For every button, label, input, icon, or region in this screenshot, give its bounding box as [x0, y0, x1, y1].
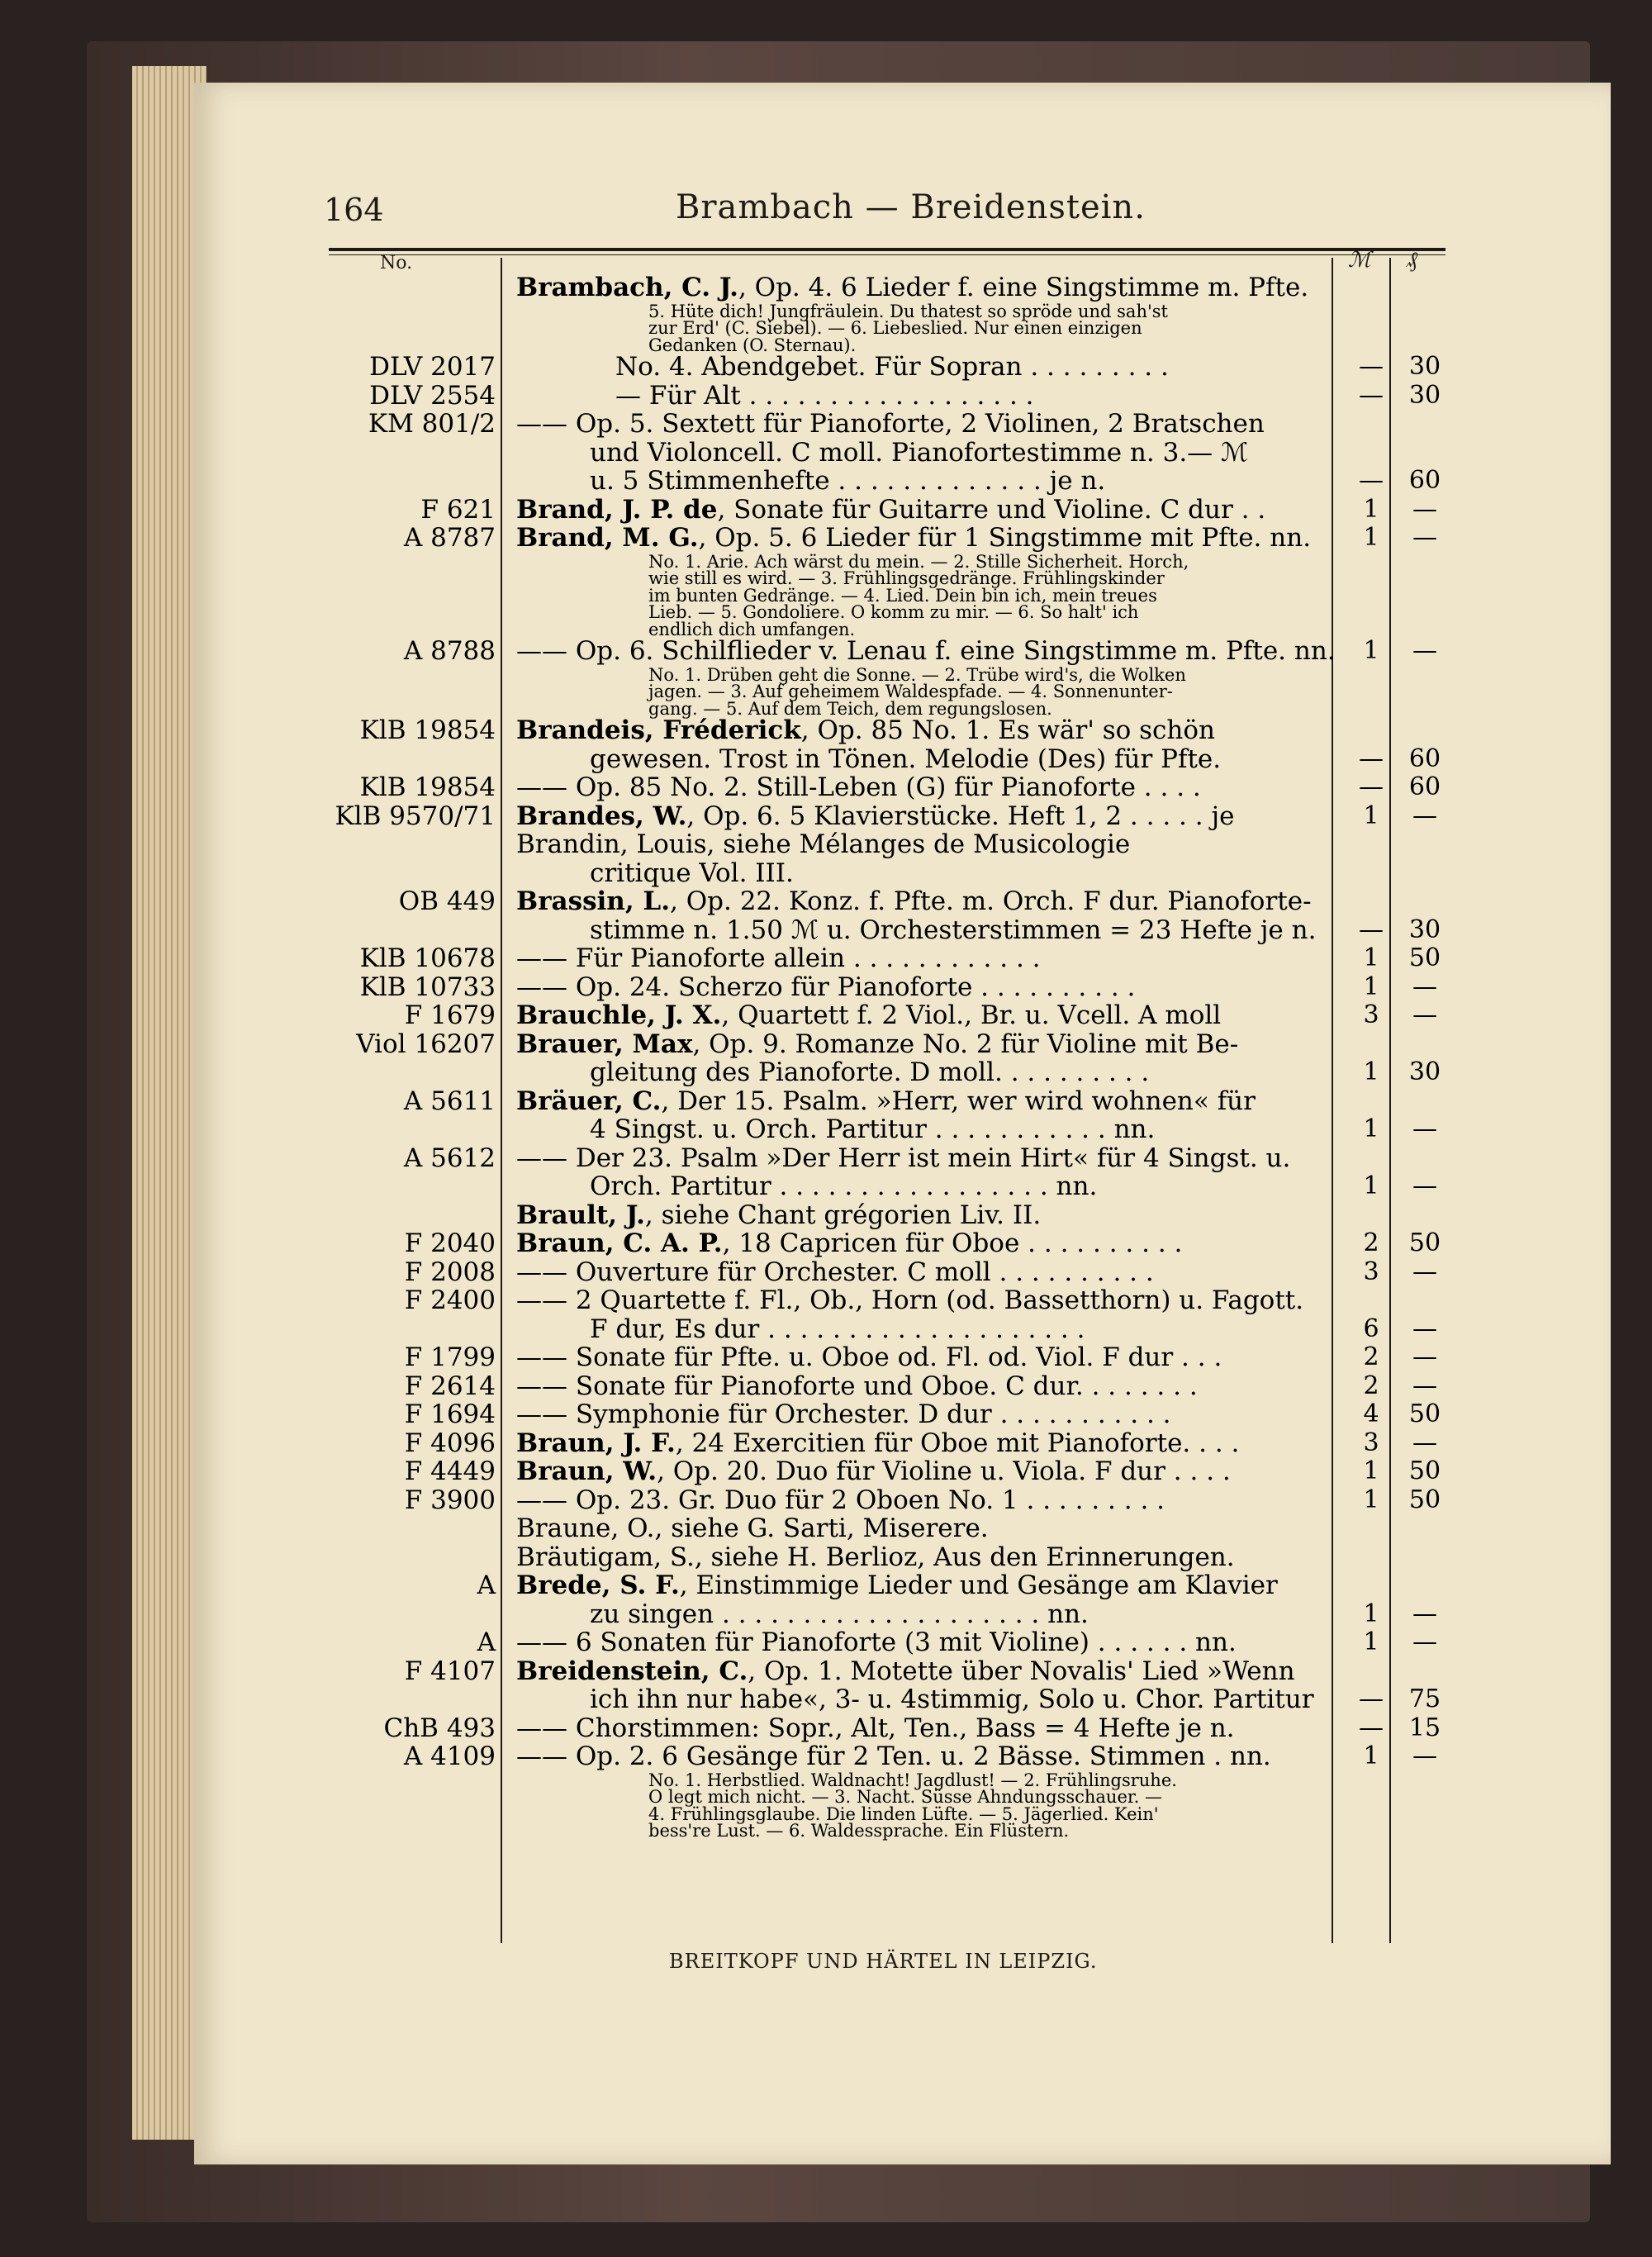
catalog-row [0, 381, 1652, 409]
catalog-number: OB 449 [398, 886, 496, 916]
entry-text: —— Sonate für Pfte. u. Oboe od. Fl. od. Viol. F dur . . . [516, 1342, 1222, 1372]
price-mark: 1 [1363, 523, 1379, 552]
price-pfennig: 30 [1408, 352, 1441, 381]
entry-text: No. 1. Herbstlied. Waldnacht! Jagdlust! — 2. Frühlingsruhe. [648, 1770, 1177, 1790]
catalog-number: ChB 493 [383, 1713, 496, 1743]
catalog-number: F 2614 [404, 1371, 496, 1401]
running-title: Brambach — Breidenstein. [676, 188, 1146, 226]
entry-text: O legt mich nicht. — 3. Nacht. Süsse Ahndungsschauer. — [648, 1787, 1162, 1807]
catalog-number: F 3900 [404, 1485, 496, 1515]
entry-text: gewesen. Trost in Tönen. Melodie (Des) für Pfte. [590, 744, 1222, 774]
catalog-number: F 1799 [404, 1342, 496, 1372]
price-pfennig: 50 [1408, 1456, 1441, 1485]
entry-text: 4 Singst. u. Orch. Partitur . . . . . . . . . . . nn. [590, 1114, 1156, 1144]
catalog-row [0, 1228, 1652, 1257]
catalog-row [0, 1821, 1652, 1849]
price-mark: — [1359, 915, 1384, 944]
price-pfennig: — [1412, 1371, 1437, 1400]
catalog-number: A 8788 [403, 636, 496, 666]
entry-text: Brandin, Louis, siehe Mélanges de Musicologie [516, 829, 1131, 859]
catalog-number: A 4109 [403, 1741, 496, 1771]
entry-text: Braun, C. A. P., 18 Capricen für Oboe . . . . . . . . . . [516, 1228, 1183, 1258]
catalog-number: DLV 2017 [369, 352, 496, 382]
catalog-row [0, 1599, 1652, 1627]
price-mark: 1 [1363, 1741, 1379, 1770]
entry-text: Orch. Partitur . . . . . . . . . . . . . . . . . nn. [590, 1171, 1098, 1201]
entry-text: —— 2 Quartette f. Fl., Ob., Horn (od. Bassetthorn) u. Fagott. [516, 1285, 1304, 1315]
entry-text: —— Symphonie für Orchester. D dur . . . . . . . . . . . [516, 1399, 1171, 1429]
price-mark: 3 [1363, 1428, 1379, 1457]
catalog-row [0, 858, 1652, 886]
entry-text: —— Op. 24. Scherzo für Pianoforte . . . . . . . . . . [516, 972, 1136, 1002]
price-mark: 1 [1363, 1057, 1379, 1086]
catalog-row [0, 829, 1652, 858]
catalog-row [0, 1456, 1652, 1485]
catalog-row [0, 744, 1652, 772]
entry-text: zur Erd' (C. Siebel). — 6. Liebeslied. Nur einen einzigen [648, 318, 1142, 338]
entry-text: Brandeis, Fréderick, Op. 85 No. 1. Es wär' so schön [516, 715, 1216, 745]
catalog-number: KlB 9570/71 [335, 801, 496, 831]
entry-text: —— Für Pianoforte allein . . . . . . . . . . . . [516, 943, 1041, 973]
catalog-number: A 5611 [403, 1086, 496, 1116]
price-mark: 1 [1363, 972, 1379, 1001]
catalog-row [0, 715, 1652, 744]
entry-text: Brambach, C. J., Op. 4. 6 Lieder f. eine Singstimme m. Pfte. [516, 273, 1309, 302]
catalog-row [0, 801, 1652, 829]
catalog-number: KlB 10678 [359, 943, 496, 973]
price-mark: 3 [1363, 1257, 1379, 1286]
price-pfennig: — [1412, 1428, 1437, 1457]
price-mark: 4 [1363, 1399, 1379, 1428]
entry-text: Brand, J. P. de, Sonate für Guitarre und Violine. C dur . . [516, 494, 1266, 525]
price-pfennig: — [1412, 1171, 1437, 1200]
price-mark: 2 [1363, 1371, 1379, 1400]
price-mark: 1 [1363, 801, 1379, 830]
entry-text: —— Der 23. Psalm »Der Herr ist mein Hirt« für 4 Singst. u. [516, 1143, 1291, 1173]
catalog-number: F 2008 [404, 1257, 496, 1287]
price-pfennig: 60 [1408, 772, 1441, 801]
entry-text: Braune, O., siehe G. Sarti, Miserere. [516, 1513, 989, 1543]
catalog-row [0, 1342, 1652, 1371]
price-pfennig: 30 [1408, 1057, 1441, 1086]
catalog-row [0, 1741, 1652, 1770]
catalog-number: Viol 16207 [356, 1029, 496, 1059]
catalog-row [0, 1570, 1652, 1599]
entry-text: Breidenstein, C., Op. 1. Motette über Novalis' Lied »Wenn [516, 1656, 1295, 1686]
entry-text: No. 1. Drüben geht die Sonne. — 2. Trübe wird's, die Wolken [648, 664, 1186, 685]
entry-text: gang. — 5. Auf dem Teich, dem regungslosen. [648, 698, 1052, 719]
price-mark: 1 [1363, 1456, 1379, 1485]
catalog-row [0, 273, 1652, 301]
price-pfennig: — [1412, 1741, 1437, 1770]
entry-text: jagen. — 3. Auf geheimem Waldespfade. — 4. Sonnenunter- [648, 682, 1173, 701]
catalog-number: F 1694 [404, 1399, 496, 1429]
catalog-row [0, 1029, 1652, 1057]
price-pfennig: — [1412, 1114, 1437, 1143]
catalog-number: A [477, 1570, 496, 1600]
catalog-number: F 621 [420, 494, 496, 525]
price-pfennig: 60 [1408, 466, 1441, 495]
price-pfennig: 50 [1408, 943, 1441, 972]
catalog-row [0, 915, 1652, 943]
entry-text: Brand, M. G., Op. 5. 6 Lieder für 1 Singstimme mit Pfte. nn. [516, 523, 1312, 553]
price-pfennig: — [1412, 494, 1437, 524]
catalog-number: DLV 2554 [369, 380, 496, 411]
catalog-number: KlB 19854 [359, 715, 496, 745]
price-mark: — [1359, 772, 1384, 801]
catalog-row [0, 1542, 1652, 1570]
column-header-pfennig: ₰ [1407, 248, 1417, 273]
catalog-row [0, 972, 1652, 1000]
catalog-number: F 2400 [404, 1285, 496, 1315]
catalog-row [0, 1371, 1652, 1399]
price-pfennig: 75 [1408, 1684, 1441, 1713]
header-rule-thick [329, 248, 1446, 251]
catalog-number: KlB 19854 [359, 772, 496, 802]
price-pfennig: 30 [1408, 380, 1441, 410]
entry-text: bess're Lust. — 6. Waldessprache. Ein Flüstern. [648, 1821, 1070, 1841]
price-mark: — [1359, 466, 1384, 495]
price-mark: 1 [1363, 1599, 1379, 1628]
catalog-row [0, 1656, 1652, 1684]
price-mark: 1 [1363, 1485, 1379, 1514]
catalog-row [0, 466, 1652, 494]
entry-text: ich ihn nur habe«, 3- u. 4stimmig, Solo u. Chor. Partitur [590, 1684, 1314, 1714]
entry-text: —— 6 Sonaten für Pianoforte (3 mit Violine) . . . . . . nn. [516, 1627, 1237, 1657]
entry-text: stimme n. 1.50 ℳ u. Orchesterstimmen = 23 Hefte je n. [590, 915, 1317, 945]
catalog-row [0, 1200, 1652, 1228]
catalog-row [0, 1285, 1652, 1314]
price-pfennig: — [1412, 1257, 1437, 1286]
column-header-mark: ℳ [1348, 248, 1371, 273]
entry-text: No. 4. Abendgebet. Für Sopran . . . . . . . . . [615, 352, 1169, 382]
price-pfennig: 50 [1408, 1485, 1441, 1514]
price-pfennig: — [1412, 1314, 1437, 1343]
price-mark: — [1359, 1684, 1384, 1713]
entry-text: — Für Alt . . . . . . . . . . . . . . . . . . [615, 380, 1034, 411]
price-mark: 1 [1363, 943, 1379, 972]
catalog-row [0, 886, 1652, 915]
price-pfennig: — [1412, 636, 1437, 665]
catalog-number: F 2040 [404, 1228, 496, 1258]
entry-text: und Violoncell. C moll. Pianofortestimme n. 3.— ℳ [590, 437, 1249, 468]
page-number: 164 [324, 192, 384, 228]
entry-text: —— Op. 23. Gr. Duo für 2 Oboen No. 1 . . . . . . . . . [516, 1485, 1165, 1515]
price-mark: 2 [1363, 1342, 1379, 1371]
entry-text: 4. Frühlingsglaube. Die linden Lüfte. — 5. Jägerlied. Kein' [648, 1803, 1159, 1824]
catalog-row [0, 636, 1652, 664]
price-mark: 1 [1363, 1627, 1379, 1656]
price-mark: 1 [1363, 636, 1379, 665]
entry-text: —— Op. 85 No. 2. Still-Leben (G) für Pianoforte . . . . [516, 772, 1201, 802]
price-mark: — [1359, 352, 1384, 381]
price-mark: — [1359, 744, 1384, 773]
price-mark: 3 [1363, 1000, 1379, 1029]
entry-text: —— Op. 5. Sextett für Pianoforte, 2 Violinen, 2 Bratschen [516, 409, 1265, 439]
price-pfennig: — [1412, 523, 1437, 552]
catalog-row [0, 1086, 1652, 1114]
catalog-row [0, 1314, 1652, 1342]
catalog-number: F 4096 [404, 1428, 496, 1458]
price-mark: — [1359, 1713, 1384, 1742]
catalog-row [0, 409, 1652, 437]
price-mark: 1 [1363, 1114, 1379, 1143]
entry-text: Bräutigam, S., siehe H. Berlioz, Aus den Erinnerungen. [516, 1542, 1235, 1572]
entry-text: wie still es wird. — 3. Frühlingsgedränge. Frühlingskinder [648, 568, 1165, 588]
catalog-number: A 8787 [403, 523, 496, 553]
catalog-row [0, 1114, 1652, 1143]
catalog-row [0, 1257, 1652, 1285]
catalog-row [0, 1399, 1652, 1428]
catalog-row [0, 352, 1652, 380]
catalog-row [0, 1684, 1652, 1713]
entry-text: Brede, S. F., Einstimmige Lieder und Gesänge am Klavier [516, 1570, 1278, 1600]
entry-text: Bräuer, C., Der 15. Psalm. »Herr, wer wird wohnen« für [516, 1086, 1256, 1116]
catalog-row [0, 1057, 1652, 1086]
catalog-row [0, 943, 1652, 972]
price-pfennig: — [1412, 1627, 1437, 1656]
entry-text: —— Chorstimmen: Sopr., Alt, Ten., Bass = 4 Hefte je n. [516, 1713, 1235, 1743]
price-pfennig: — [1412, 1000, 1437, 1029]
price-pfennig: 50 [1408, 1228, 1441, 1257]
catalog-number: KM 801/2 [368, 409, 496, 439]
entry-text: Brassin, L., Op. 22. Konz. f. Pfte. m. Orch. F dur. Pianoforte- [516, 886, 1312, 916]
entry-text: —— Op. 2. 6 Gesänge für 2 Ten. u. 2 Bässe. Stimmen . nn. [516, 1741, 1271, 1771]
price-mark: 1 [1363, 1171, 1379, 1200]
catalog-row [0, 1143, 1652, 1171]
price-mark: — [1359, 380, 1384, 410]
catalog-row [0, 1513, 1652, 1542]
catalog-row [0, 438, 1652, 466]
entry-text: endlich dich umfangen. [648, 619, 856, 639]
catalog-row [0, 1000, 1652, 1029]
entry-text: —— Sonate für Pianoforte und Oboe. C dur. . . . . . . . [516, 1371, 1198, 1401]
entry-text: u. 5 Stimmenhefte . . . . . . . . . . . . . je n. [590, 466, 1106, 496]
catalog-number: F 4449 [404, 1456, 496, 1486]
catalog-row [0, 1713, 1652, 1741]
catalog-row [0, 1428, 1652, 1456]
price-mark: 6 [1363, 1314, 1379, 1343]
entry-text: im bunten Gedränge. — 4. Lied. Dein bin ich, mein treues [648, 585, 1157, 606]
entry-text: 5. Hüte dich! Jungfräulein. Du thatest so spröde und sah'st [648, 301, 1168, 321]
price-pfennig: 15 [1408, 1713, 1441, 1742]
entry-text: —— Ouverture für Orchester. C moll . . . . . . . . . . [516, 1257, 1154, 1287]
catalog-row [0, 523, 1652, 551]
catalog-number: F 1679 [404, 1000, 496, 1030]
price-pfennig: — [1412, 1599, 1437, 1628]
catalog-row [0, 1171, 1652, 1200]
price-pfennig: — [1412, 1342, 1437, 1371]
catalog-number: F 4107 [404, 1656, 496, 1686]
entry-text: F dur, Es dur . . . . . . . . . . . . . . . . . . . . [590, 1314, 1085, 1344]
catalog-row [0, 1627, 1652, 1656]
entry-text: Braun, W., Op. 20. Duo für Violine u. Viola. F dur . . . . [516, 1456, 1231, 1486]
entry-text: Gedanken (O. Sternau). [648, 335, 857, 355]
catalog-number: A [477, 1627, 496, 1657]
entry-text: —— Op. 6. Schilflieder v. Lenau f. eine Singstimme m. Pfte. nn. [516, 636, 1336, 666]
price-pfennig: — [1412, 972, 1437, 1001]
catalog-row [0, 495, 1652, 523]
entry-text: critique Vol. III. [590, 858, 794, 888]
entry-text: gleitung des Pianoforte. D moll. . . . . . . . . . [590, 1057, 1150, 1087]
entry-text: zu singen . . . . . . . . . . . . . . . . . . . . nn. [590, 1599, 1089, 1629]
price-pfennig: — [1412, 801, 1437, 830]
catalog-number: KlB 10733 [359, 972, 496, 1002]
price-pfennig: 60 [1408, 744, 1441, 773]
catalog-row [0, 1485, 1652, 1513]
entry-text: No. 1. Arie. Ach wärst du mein. — 2. Stille Sicherheit. Horch, [648, 551, 1189, 572]
entry-text: Brauer, Max, Op. 9. Romanze No. 2 für Violine mit Be- [516, 1029, 1239, 1059]
entry-text: Lieb. — 5. Gondoliere. O komm zu mir. — 6. So halt' ich [648, 602, 1139, 622]
entry-text: Brauchle, J. X., Quartett f. 2 Viol., Br. u. Vcell. A moll [516, 1000, 1222, 1030]
catalog-row [0, 772, 1652, 801]
entry-text: Braun, J. F., 24 Exercitien für Oboe mit Pianoforte. . . . [516, 1428, 1240, 1458]
header-rule-thin [329, 254, 1446, 255]
price-mark: 1 [1363, 494, 1379, 524]
catalog-number: A 5612 [403, 1143, 496, 1173]
price-pfennig: 30 [1408, 915, 1441, 944]
publisher-footer: BREITKOPF UND HÄRTEL IN LEIPZIG. [669, 1950, 1098, 1973]
entry-text: Brandes, W., Op. 6. 5 Klavierstücke. Heft 1, 2 . . . . . je [516, 801, 1235, 831]
price-mark: 2 [1363, 1228, 1379, 1257]
entry-text: Brault, J., siehe Chant grégorien Liv. II. [516, 1200, 1042, 1230]
price-pfennig: 50 [1408, 1399, 1441, 1428]
column-header-no: No. [380, 253, 413, 273]
